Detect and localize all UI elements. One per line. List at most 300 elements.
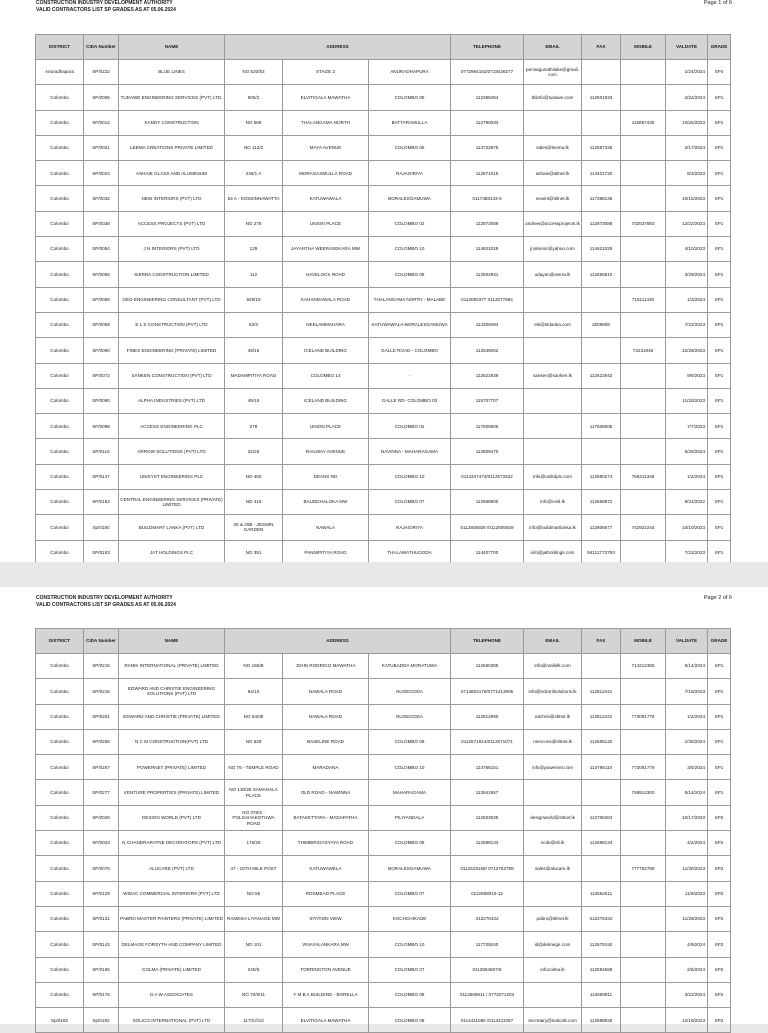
cell-address-line-3: COLOMBO 05	[369, 135, 451, 160]
cell-cida-number: SP/0056	[84, 262, 119, 287]
cell-cida-number: SP/0038	[84, 211, 119, 236]
cell-address-line-2: UNION PLACE	[283, 414, 369, 439]
cell-email	[524, 388, 582, 413]
cell-mobile	[621, 831, 666, 856]
cell-address-line-2: VINAYALANKARA MW	[283, 932, 369, 957]
cell-address-line-2: STAGE 2	[283, 60, 369, 85]
cell-district: Colombo	[36, 515, 84, 540]
table-row	[36, 110, 731, 135]
cell-email: els@eldanka.com	[524, 312, 582, 337]
cell-email: info@jatholdings.com	[524, 540, 582, 565]
cell-email	[524, 881, 582, 906]
table-row	[36, 439, 731, 464]
authority-title: CONSTRUCTION INDUSTRY DEVELOPMENT AUTHORITY	[36, 595, 173, 601]
column-header-address: ADDRESS	[225, 35, 451, 60]
cell-fax: 112688134	[582, 831, 621, 856]
cell-email: sales@leema.lk	[524, 135, 582, 160]
cell-fax: 117388136	[582, 186, 621, 211]
cell-fax: 112873088	[582, 211, 621, 236]
cell-address-line-3: COLOMBO 05	[369, 262, 451, 287]
cell-address-line-2: KAHANDAWALA ROAD	[283, 287, 369, 312]
cell-cida-number: SP/0277	[84, 780, 119, 805]
table-row	[36, 881, 731, 906]
cell-name: KANDY CONSTRUCTION	[119, 110, 225, 135]
cell-fax: 114401720	[582, 161, 621, 186]
cell-email: sanken@sanken.lk	[524, 363, 582, 388]
list-subtitle: VALID CONTRACTORS LIST SP GRADES AS AT 05.06.2024	[36, 601, 176, 608]
cell-address-line-1: 49/16	[225, 338, 283, 363]
column-header-fax: FAX	[582, 35, 621, 60]
cell-valdate: 7/22/2023	[666, 312, 708, 337]
cell-telephone: 0112594667/8	[451, 957, 524, 982]
cell-mobile: 777752788	[621, 856, 666, 881]
cell-grade: SP1	[708, 780, 731, 805]
cell-grade: SP2	[708, 881, 731, 906]
cell-address-line-1: 240/6	[225, 957, 283, 982]
cell-address-line-1: NO 75 - TEMPLE ROAD	[225, 755, 283, 780]
cell-address-line-3: -	[369, 363, 451, 388]
cell-telephone: 112841957	[451, 780, 524, 805]
cell-district: Colombo	[36, 135, 84, 160]
cell-email: jninterior@yahoo.com	[524, 237, 582, 262]
cell-valdate: 10/10/2023	[666, 515, 708, 540]
cell-valdate: 2/22/2024	[666, 85, 708, 110]
cell-district: Colombo	[36, 211, 84, 236]
cell-address-line-1: NO 568	[225, 110, 283, 135]
cell-grade: SP1	[708, 312, 731, 337]
cell-email	[524, 338, 582, 363]
table-row	[36, 211, 731, 236]
column-header-district: DISTRICT	[36, 35, 84, 60]
cell-mobile	[621, 85, 666, 110]
cell-address-line-2: COLOMBO 14	[283, 363, 369, 388]
cell-address-line-2: UNION PLACE	[283, 211, 369, 236]
cell-cida-number: SP/0215	[84, 654, 119, 679]
cell-email	[524, 982, 582, 1007]
cell-address-line-1: NO 130/25 SAMANALA PLACE	[225, 780, 283, 805]
cell-telephone: 112546052	[451, 338, 524, 363]
table-row	[36, 388, 731, 413]
cell-valdate: 8/3/2023	[666, 161, 708, 186]
cell-email: infocolma.lk	[524, 957, 582, 982]
cell-valdate: 5/14/2024	[666, 654, 708, 679]
cell-grade: SP1	[708, 540, 731, 565]
cell-valdate: 7/18/2023	[666, 679, 708, 704]
cell-mobile	[621, 906, 666, 931]
cell-mobile	[621, 262, 666, 287]
cell-grade: SP1	[708, 654, 731, 679]
cell-cida-number: SP/0142	[84, 932, 119, 957]
cell-grade: SP2	[708, 982, 731, 1007]
cell-name: ASHAIE GLASS AND ALUMINIUM	[119, 161, 225, 186]
cell-valdate: 5/14/2024	[666, 780, 708, 805]
cell-address-line-3: COLOMBO 07	[369, 957, 451, 982]
cell-district: Colombo	[36, 831, 84, 856]
cell-email: info@cesl.lk	[524, 490, 582, 515]
cell-address-line-1: 49/16	[225, 388, 283, 413]
cell-fax: 112685132	[582, 729, 621, 754]
cell-valdate: 4/2/2024	[666, 831, 708, 856]
table-row	[36, 654, 731, 679]
cell-email: tblinfo@tudawe.com	[524, 85, 582, 110]
table-row	[36, 85, 731, 110]
table-row	[36, 831, 731, 856]
cell-grade: SP1	[708, 85, 731, 110]
cell-address-line-3: COLOMBO 02	[369, 414, 451, 439]
cell-name: PABRO MASTER PAINTERS (PRIVATE) LIMITED	[119, 906, 225, 931]
cell-address-line-1: 176/28	[225, 831, 283, 856]
cell-name: DELMAGE FORSYTH AND COMPANY LIMITED	[119, 932, 225, 957]
table-row	[36, 464, 731, 489]
cell-email: edchris@sltnet.lk	[524, 704, 582, 729]
column-header-cida-number: CIDA Number	[84, 35, 119, 60]
cell-grade: SP1	[708, 110, 731, 135]
cell-address-line-2: ELVITIGALA MAWATHA	[283, 85, 369, 110]
cell-fax: 112501933	[582, 85, 621, 110]
cell-address-line-3: COLOMBO 09	[369, 729, 451, 754]
cell-district: Colombo	[36, 161, 84, 186]
cell-address-line-1: NO 55	[225, 881, 283, 906]
cell-address-line-2: JOHN RODRIGO MAWATHA	[283, 654, 369, 679]
authority-title: CONSTRUCTION INDUSTRY DEVELOPMENT AUTHORITY	[36, 0, 173, 6]
column-header-valdate: VALDATE	[666, 35, 708, 60]
cell-fax	[582, 856, 621, 881]
cell-address-line-3: RAJAGIRIYA	[369, 515, 451, 540]
cell-telephone: 312276432	[451, 906, 524, 931]
column-header-cida-number: CIDA Number	[84, 629, 119, 654]
cell-valdate: 2/6/2024	[666, 957, 708, 982]
table-row	[36, 957, 731, 982]
cell-grade: SP1	[708, 439, 731, 464]
cell-email: pensagunathilake@gmail.com	[524, 60, 582, 85]
cell-grade: SP1	[708, 755, 731, 780]
cell-cida-number: SP/0152	[84, 490, 119, 515]
cell-valdate: 1/2/2024	[666, 464, 708, 489]
cell-grade: SP2	[708, 1008, 731, 1033]
cell-fax	[582, 110, 621, 135]
cell-fax	[582, 780, 621, 805]
cell-valdate: 11/30/2023	[666, 856, 708, 881]
cell-telephone: 114756151	[451, 755, 524, 780]
cell-name: COLMA (PRIVATE) LIMITED	[119, 957, 225, 982]
cell-email: info@buildmartlanka.lk	[524, 515, 582, 540]
cell-district: Colombo	[36, 312, 84, 337]
cell-district: Sp/0182	[36, 1008, 84, 1033]
cell-grade: SP4	[708, 60, 731, 85]
cell-mobile: 702537883	[621, 211, 666, 236]
cell-fax: 114621029	[582, 237, 621, 262]
cell-district: Colombo	[36, 932, 84, 957]
cell-grade: SP2	[708, 932, 731, 957]
cell-mobile	[621, 388, 666, 413]
cell-email	[524, 287, 582, 312]
cell-telephone: 0117388133-5	[451, 186, 524, 211]
cell-cida-number: SP/0060	[84, 338, 119, 363]
cell-fax: 112812441	[582, 679, 621, 704]
cell-grade: SP1	[708, 262, 731, 287]
cell-district: Colombo	[36, 654, 84, 679]
cell-name: ACCESS PROJECTS (PVT) LTD	[119, 211, 225, 236]
cell-address-line-2: NEELAMMAHARA	[283, 312, 369, 337]
page-header	[36, 595, 176, 608]
cell-cida-number: SP/0129	[84, 881, 119, 906]
cell-address-line-2: BASELINE ROAD	[283, 729, 369, 754]
cell-district: Colombo	[36, 729, 84, 754]
cell-mobile	[621, 60, 666, 85]
cell-district: Anuradhapura	[36, 60, 84, 85]
cell-district: Colombo	[36, 540, 84, 565]
table-row	[36, 932, 731, 957]
cell-address-line-2: NAWALA ROAD	[283, 679, 369, 704]
page-number: Page 2 of 6	[703, 595, 732, 601]
cell-district: Colombo	[36, 439, 84, 464]
cell-mobile	[621, 1008, 666, 1033]
cell-cida-number: SP/0256	[84, 729, 119, 754]
cell-email: info@edcsrilsolutions.lk	[524, 679, 582, 704]
cell-cida-number: SP/0054	[84, 237, 119, 262]
cell-telephone: 115707707	[451, 388, 524, 413]
cell-address-line-2: MORAGASMULLA ROAD	[283, 161, 369, 186]
cell-mobile	[621, 729, 666, 754]
cell-mobile: 766211348	[621, 464, 666, 489]
cell-name: N CHANDRARATNE DECORATORS (PVT) LTD	[119, 831, 225, 856]
cell-mobile: 768914300	[621, 780, 666, 805]
cell-telephone: 0114347474/0112572622	[451, 464, 524, 489]
cell-grade: SP1	[708, 186, 731, 211]
cell-district: Colombo	[36, 490, 84, 515]
cell-mobile: 718111430	[621, 287, 666, 312]
cell-telephone: 112368494	[451, 85, 524, 110]
list-subtitle: VALID CONTRACTORS LIST SP GRADES AS AT 05.06.2024	[36, 6, 176, 13]
cell-telephone: 0112698010-12	[451, 881, 524, 906]
cell-name: BUILDMART LANKA (PVT) LTD	[119, 515, 225, 540]
table-row	[36, 515, 731, 540]
cell-cida-number: SP/0058	[84, 287, 119, 312]
cell-grade: SP1	[708, 704, 731, 729]
cell-grade: SP1	[708, 679, 731, 704]
cell-email: info@uniltdplc.com	[524, 464, 582, 489]
cell-name: NEW INTERIORS (PVT) LTD	[119, 186, 225, 211]
cell-telephone: 114722875	[451, 135, 524, 160]
cell-cida-number: SP/0090	[84, 388, 119, 413]
table-row	[36, 161, 731, 186]
cell-fax: 112688826	[582, 1008, 621, 1033]
cell-name: E L S CONSTRUCTION (PVT) LTD	[119, 312, 225, 337]
cell-valdate: 12/22/2023	[666, 211, 708, 236]
column-header-mobile: MOBILE	[621, 35, 666, 60]
cell-address-line-1: 47 - 10TH MILE POST	[225, 856, 283, 881]
cell-address-line-2: NAWALA ROAD	[283, 704, 369, 729]
cell-name: JAT HOLDINGS PLC	[119, 540, 225, 565]
cell-district: Colombo	[36, 414, 84, 439]
cell-email: ncde@slt.lk	[524, 831, 582, 856]
cell-cida-number: SP/0116	[84, 439, 119, 464]
cell-address-line-3: COLOMBO 08	[369, 1008, 451, 1033]
cell-fax: 112587346	[582, 135, 621, 160]
cell-address-line-3: KATUWAWALA-BORALESGAMUWA	[369, 312, 451, 337]
cell-address-line-1: 53 A - KOSSINNAWATTA	[225, 186, 283, 211]
cell-telephone: 117606606	[451, 414, 524, 439]
table-row	[36, 338, 731, 363]
cell-fax: 112806677	[582, 515, 621, 540]
cell-cida-number: SP/0193	[84, 540, 119, 565]
column-header-email: EMAIL	[524, 35, 582, 60]
column-header-address: ADDRESS	[225, 629, 451, 654]
cell-address-line-3: COLOMBO 10	[369, 755, 451, 780]
table-row	[36, 704, 731, 729]
cell-grade: SP1	[708, 515, 731, 540]
cell-district: Colombo	[36, 338, 84, 363]
table-row	[36, 780, 731, 805]
cell-telephone: 112871015	[451, 161, 524, 186]
cell-telephone: 0112669911 / 0773271203	[451, 982, 524, 1007]
cell-email: id@delmege.com	[524, 932, 582, 957]
cell-valdate: 12/28/2023	[666, 338, 708, 363]
table-row	[36, 490, 731, 515]
cell-mobile	[621, 957, 666, 982]
cell-mobile	[621, 363, 666, 388]
cell-cida-number: SP/0267	[84, 755, 119, 780]
cell-email	[524, 780, 582, 805]
cell-address-line-3: BORALESGAMUWA	[369, 856, 451, 881]
cell-telephone: 112502931	[451, 262, 524, 287]
cell-address-line-3: THALAWATHUGODA	[369, 540, 451, 565]
cell-telephone: 112522939	[451, 363, 524, 388]
cell-grade: SP1	[708, 135, 731, 160]
cell-district: Colombo	[36, 704, 84, 729]
cell-district: Colombo	[36, 388, 84, 413]
cell-cida-number: SP/0147	[84, 464, 119, 489]
cell-fax: 94112773793	[582, 540, 621, 565]
cell-grade: SP1	[708, 363, 731, 388]
cell-name: D A W ASSOCIATES	[119, 982, 225, 1007]
cell-address-line-2: STATION VIEW	[283, 906, 369, 931]
cell-fax	[582, 439, 621, 464]
cell-name: ARROW SOLUTIONS (PVT) LTD	[119, 439, 225, 464]
cell-address-line-1: NO 629	[225, 729, 283, 754]
cell-mobile	[621, 237, 666, 262]
cell-email: secretary@solicolk.com	[524, 1008, 582, 1033]
column-header-fax: FAX	[582, 629, 621, 654]
cell-address-line-3: KOCHCHIKADE	[369, 906, 451, 931]
cell-telephone: 0112519168/ 0712752788	[451, 856, 524, 881]
cell-telephone: 0772964182/0718436277	[451, 60, 524, 85]
cell-valdate: 11/28/2023	[666, 906, 708, 931]
table-row	[36, 729, 731, 754]
cell-address-line-2: MARADANA	[283, 755, 369, 780]
cell-valdate: 7/7/2023	[666, 414, 708, 439]
cell-name: VENTURE PROPERTIES (PRIVATE) LIMITED	[119, 780, 225, 805]
cell-valdate: 4/10/2023	[666, 237, 708, 262]
cell-valdate: 1/24/2024	[666, 60, 708, 85]
table-row	[36, 287, 731, 312]
cell-address-line-1: NO 378/3 - POLGAHAKOTUWA ROAD	[225, 805, 283, 830]
cell-address-line-2: RAILWAY AVENUE	[283, 439, 369, 464]
cell-mobile	[621, 932, 666, 957]
cell-name: SANKEN CONSTRUCTION (PVT) LTD	[119, 363, 225, 388]
cell-valdate: 10/15/2023	[666, 186, 708, 211]
cell-valdate: 2/17/2024	[666, 135, 708, 160]
cell-telephone: 112688133	[451, 831, 524, 856]
cell-mobile	[621, 186, 666, 211]
cell-address-line-2: ELVITIGALA MAWATHA	[283, 1008, 369, 1033]
cell-address-line-2: PANNIPITIYA ROAD	[283, 540, 369, 565]
cell-address-line-1: 112	[225, 262, 283, 287]
cell-address-line-2: NAWALA	[283, 515, 369, 540]
cell-fax: 112706404	[582, 805, 621, 830]
table-row	[36, 186, 731, 211]
cell-address-line-2: ROSMEAD PLACE	[283, 881, 369, 906]
table-row	[36, 679, 731, 704]
cell-grade: SP2	[708, 957, 731, 982]
cell-valdate: 12/19/2023	[666, 1008, 708, 1033]
cell-valdate: 7/22/2023	[666, 540, 708, 565]
page-header	[36, 0, 176, 13]
cell-name: GEO ENGINEERING CONSULTANT (PVT) LTD	[119, 287, 225, 312]
cell-fax: 112668972	[582, 490, 621, 515]
cell-telephone: 112812990	[451, 704, 524, 729]
cell-cida-number: SP/0072	[84, 363, 119, 388]
cell-valdate: 11/9/2023	[666, 881, 708, 906]
cell-district: Colombo	[36, 780, 84, 805]
cell-district: Colombo	[36, 287, 84, 312]
cell-grade: SP1	[708, 211, 731, 236]
cell-cida-number: SP/0014	[84, 110, 119, 135]
cell-address-line-2: BATAKETTARA - MADAPATHA	[283, 805, 369, 830]
cell-cida-number: Sp/0180	[84, 515, 119, 540]
cell-telephone: 0114411086 /0114411087	[451, 1008, 524, 1033]
cell-name: DESIGN WORLD (PVT) LTD	[119, 805, 225, 830]
contractors-table	[35, 628, 731, 1033]
cell-address-line-1: 278	[225, 414, 283, 439]
cell-address-line-2: KATUWAWALA	[283, 186, 369, 211]
cell-address-line-1: RAMESH LIYANAGE MW	[225, 906, 283, 931]
cell-valdate: 1/3/2024	[666, 287, 708, 312]
cell-district: Colombo	[36, 881, 84, 906]
table-row	[36, 135, 731, 160]
cell-address-line-3: THALANGAMA NORTH - MALABE	[369, 287, 451, 312]
cell-grade: SP1	[708, 388, 731, 413]
cell-address-line-3: RAJAGIRIYA	[369, 161, 451, 186]
cell-mobile: 72231946	[621, 338, 666, 363]
cell-address-line-3: BATTARAMULLA	[369, 110, 451, 135]
cell-address-line-1: 62/3	[225, 312, 283, 337]
cell-fax: 112669911	[582, 982, 621, 1007]
cell-email: andrew@accessprojects.lk	[524, 211, 582, 236]
cell-grade: SP1	[708, 161, 731, 186]
cell-cida-number: Sp/0182	[84, 1008, 119, 1033]
cell-telephone: 112603035	[451, 805, 524, 830]
cell-grade: SP1	[708, 414, 731, 439]
table-row	[36, 1008, 731, 1033]
cell-district: Colombo	[36, 262, 84, 287]
cell-address-line-3: COLOMBO 02	[369, 211, 451, 236]
cell-fax	[582, 338, 621, 363]
cell-mobile: 714212355	[621, 654, 666, 679]
cell-address-line-2: THIMBIRIGASYAYA ROAD	[283, 831, 369, 856]
page-number: Page 1 of 6	[703, 0, 732, 6]
cell-address-line-2: TORRINGTON AVENUE	[283, 957, 369, 982]
table-row	[36, 312, 731, 337]
table-row	[36, 60, 731, 85]
cell-cida-number: SP/0026	[84, 805, 119, 830]
cell-email: nemcons@sltnet.lk	[524, 729, 582, 754]
cell-district: Colombo	[36, 110, 84, 135]
cell-email	[524, 414, 582, 439]
cell-district: Colombo	[36, 805, 84, 830]
cell-address-line-1: 505/2	[225, 85, 283, 110]
cell-grade: SP2	[708, 831, 731, 856]
